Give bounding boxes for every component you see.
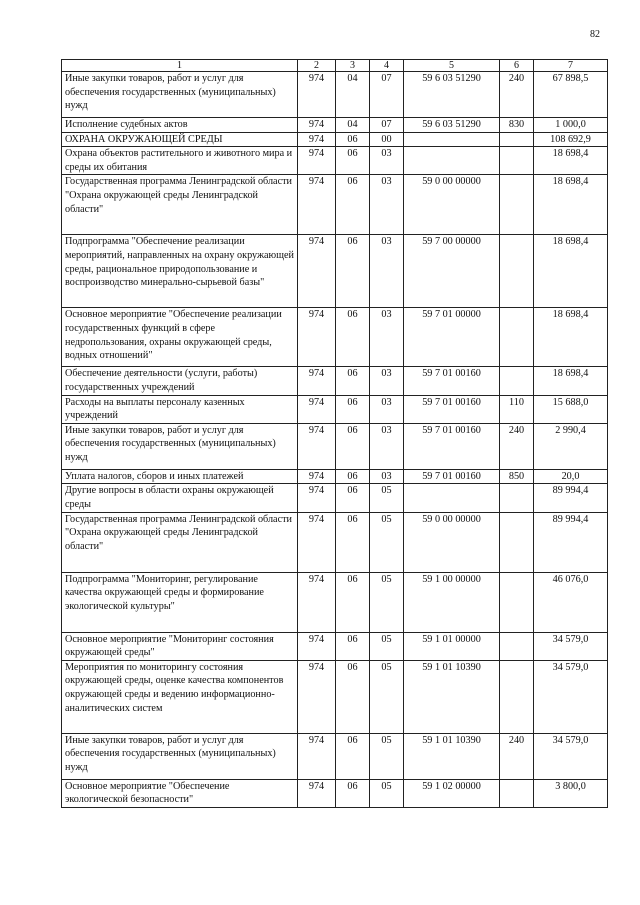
row-target: 59 7 01 00160 (404, 469, 500, 484)
row-amount: 3 800,0 (534, 779, 608, 807)
column-header: 1 (62, 60, 298, 72)
row-section: 06 (336, 423, 370, 469)
table-row (62, 660, 608, 733)
row-subsection: 05 (370, 484, 404, 512)
row-name: ОХРАНА ОКРУЖАЮЩЕЙ СРЕДЫ (62, 132, 298, 147)
row-code: 974 (298, 132, 336, 147)
row-amount: 1 000,0 (534, 118, 608, 133)
row-subsection: 03 (370, 367, 404, 395)
row-code: 974 (298, 147, 336, 175)
table-row (62, 395, 608, 423)
row-type (500, 175, 534, 235)
row-section: 06 (336, 469, 370, 484)
row-name: Иные закупки товаров, работ и услуг для обеспечения государственных (муниципальных) нужд (62, 423, 298, 469)
row-target: 59 6 03 51290 (404, 118, 500, 133)
row-subsection: 05 (370, 779, 404, 807)
row-code: 974 (298, 175, 336, 235)
row-code: 974 (298, 733, 336, 779)
row-name: Основное мероприятие "Мониторинг состояния окружающей среды" (62, 632, 298, 660)
row-target: 59 1 01 10390 (404, 733, 500, 779)
row-section: 04 (336, 72, 370, 118)
row-section: 04 (336, 118, 370, 133)
row-amount: 18 698,4 (534, 147, 608, 175)
row-code: 974 (298, 235, 336, 308)
row-amount: 108 692,9 (534, 132, 608, 147)
row-section: 06 (336, 367, 370, 395)
row-amount: 15 688,0 (534, 395, 608, 423)
row-section: 06 (336, 308, 370, 367)
table-row (62, 72, 608, 118)
row-section: 06 (336, 512, 370, 572)
row-amount: 18 698,4 (534, 175, 608, 235)
row-subsection: 03 (370, 395, 404, 423)
row-type: 830 (500, 118, 534, 133)
row-name: Уплата налогов, сборов и иных платежей (62, 469, 298, 484)
column-header: 2 (298, 60, 336, 72)
row-name: Расходы на выплаты персоналу казенных учреждений (62, 395, 298, 423)
row-code: 974 (298, 72, 336, 118)
row-section: 06 (336, 175, 370, 235)
table-row (62, 132, 608, 147)
row-target (404, 147, 500, 175)
row-amount: 2 990,4 (534, 423, 608, 469)
row-name: Основное мероприятие "Обеспечение реализации государственных функций в сфере недропользования, охраны окружающей среды, водных отношений" (62, 308, 298, 367)
table-row (62, 632, 608, 660)
row-type (500, 367, 534, 395)
row-section: 06 (336, 572, 370, 632)
row-type (500, 779, 534, 807)
row-subsection: 03 (370, 469, 404, 484)
row-section: 06 (336, 632, 370, 660)
row-type (500, 632, 534, 660)
row-name: Мероприятия по мониторингу состояния окружающей среды, оценке качества компонентов окружающей среды и ведению информационно-аналитических систем (62, 660, 298, 733)
table-row (62, 118, 608, 133)
row-type (500, 132, 534, 147)
table-row (62, 367, 608, 395)
row-target: 59 1 00 00000 (404, 572, 500, 632)
column-header: 5 (404, 60, 500, 72)
row-target (404, 484, 500, 512)
row-subsection: 05 (370, 660, 404, 733)
row-type (500, 484, 534, 512)
row-name: Обеспечение деятельности (услуги, работы) государственных учреждений (62, 367, 298, 395)
row-target: 59 7 00 00000 (404, 235, 500, 308)
row-name: Государственная программа Ленинградской области "Охрана окружающей среды Ленинградской области" (62, 175, 298, 235)
row-code: 974 (298, 779, 336, 807)
row-type (500, 308, 534, 367)
row-subsection: 05 (370, 632, 404, 660)
row-section: 06 (336, 235, 370, 308)
budget-table (61, 59, 608, 808)
row-name: Охрана объектов растительного и животного мира и среды их обитания (62, 147, 298, 175)
row-name: Государственная программа Ленинградской области "Охрана окружающей среды Ленинградской области" (62, 512, 298, 572)
row-subsection: 07 (370, 118, 404, 133)
table-row (62, 469, 608, 484)
row-section: 06 (336, 660, 370, 733)
row-amount: 46 076,0 (534, 572, 608, 632)
row-amount: 67 898,5 (534, 72, 608, 118)
row-code: 974 (298, 660, 336, 733)
row-target: 59 0 00 00000 (404, 175, 500, 235)
row-section: 06 (336, 733, 370, 779)
row-target: 59 6 03 51290 (404, 72, 500, 118)
row-amount: 89 994,4 (534, 512, 608, 572)
row-name: Подпрограмма "Мониторинг, регулирование качества окружающей среды и формирование экологической культуры" (62, 572, 298, 632)
row-amount: 34 579,0 (534, 660, 608, 733)
row-target: 59 1 02 00000 (404, 779, 500, 807)
row-code: 974 (298, 423, 336, 469)
table-row (62, 175, 608, 235)
table-row (62, 779, 608, 807)
row-subsection: 07 (370, 72, 404, 118)
row-subsection: 03 (370, 147, 404, 175)
row-subsection: 05 (370, 733, 404, 779)
row-subsection: 03 (370, 235, 404, 308)
table-header-row (62, 60, 608, 72)
row-code: 974 (298, 395, 336, 423)
row-target: 59 1 01 10390 (404, 660, 500, 733)
row-name: Иные закупки товаров, работ и услуг для обеспечения государственных (муниципальных) нужд (62, 72, 298, 118)
table-row (62, 484, 608, 512)
row-subsection: 03 (370, 175, 404, 235)
row-type (500, 660, 534, 733)
table-row (62, 512, 608, 572)
row-subsection: 03 (370, 423, 404, 469)
row-amount: 20,0 (534, 469, 608, 484)
row-target: 59 7 01 00000 (404, 308, 500, 367)
table-row (62, 572, 608, 632)
row-type: 240 (500, 423, 534, 469)
row-name: Исполнение судебных актов (62, 118, 298, 133)
row-target: 59 0 00 00000 (404, 512, 500, 572)
row-code: 974 (298, 572, 336, 632)
row-code: 974 (298, 632, 336, 660)
row-type: 240 (500, 733, 534, 779)
column-header: 3 (336, 60, 370, 72)
row-type: 110 (500, 395, 534, 423)
row-code: 974 (298, 367, 336, 395)
row-section: 06 (336, 395, 370, 423)
row-target: 59 7 01 00160 (404, 367, 500, 395)
row-target: 59 1 01 00000 (404, 632, 500, 660)
row-name: Подпрограмма "Обеспечение реализации мероприятий, направленных на охрану окружающей среды, рациональное природопользование и воспроизводство минерально-сырьевой базы" (62, 235, 298, 308)
row-code: 974 (298, 484, 336, 512)
row-name: Основное мероприятие "Обеспечение экологической безопасности" (62, 779, 298, 807)
row-type (500, 572, 534, 632)
row-subsection: 00 (370, 132, 404, 147)
table-row (62, 147, 608, 175)
row-amount: 89 994,4 (534, 484, 608, 512)
row-amount: 34 579,0 (534, 733, 608, 779)
row-section: 06 (336, 779, 370, 807)
row-amount: 34 579,0 (534, 632, 608, 660)
table-row (62, 733, 608, 779)
row-name: Иные закупки товаров, работ и услуг для обеспечения государственных (муниципальных) нужд (62, 733, 298, 779)
column-header: 6 (500, 60, 534, 72)
row-type (500, 235, 534, 308)
table-row (62, 423, 608, 469)
row-name: Другие вопросы в области охраны окружающей среды (62, 484, 298, 512)
table-row (62, 308, 608, 367)
row-amount: 18 698,4 (534, 308, 608, 367)
row-subsection: 05 (370, 572, 404, 632)
row-target: 59 7 01 00160 (404, 395, 500, 423)
row-amount: 18 698,4 (534, 235, 608, 308)
row-code: 974 (298, 308, 336, 367)
row-type (500, 512, 534, 572)
row-section: 06 (336, 484, 370, 512)
page-number: 82 (590, 29, 600, 40)
row-section: 06 (336, 147, 370, 175)
table-row (62, 235, 608, 308)
row-type: 240 (500, 72, 534, 118)
column-header: 7 (534, 60, 608, 72)
column-header: 4 (370, 60, 404, 72)
row-section: 06 (336, 132, 370, 147)
row-subsection: 05 (370, 512, 404, 572)
row-type: 850 (500, 469, 534, 484)
row-target (404, 132, 500, 147)
row-code: 974 (298, 512, 336, 572)
row-amount: 18 698,4 (534, 367, 608, 395)
row-code: 974 (298, 469, 336, 484)
row-type (500, 147, 534, 175)
row-target: 59 7 01 00160 (404, 423, 500, 469)
row-code: 974 (298, 118, 336, 133)
row-subsection: 03 (370, 308, 404, 367)
